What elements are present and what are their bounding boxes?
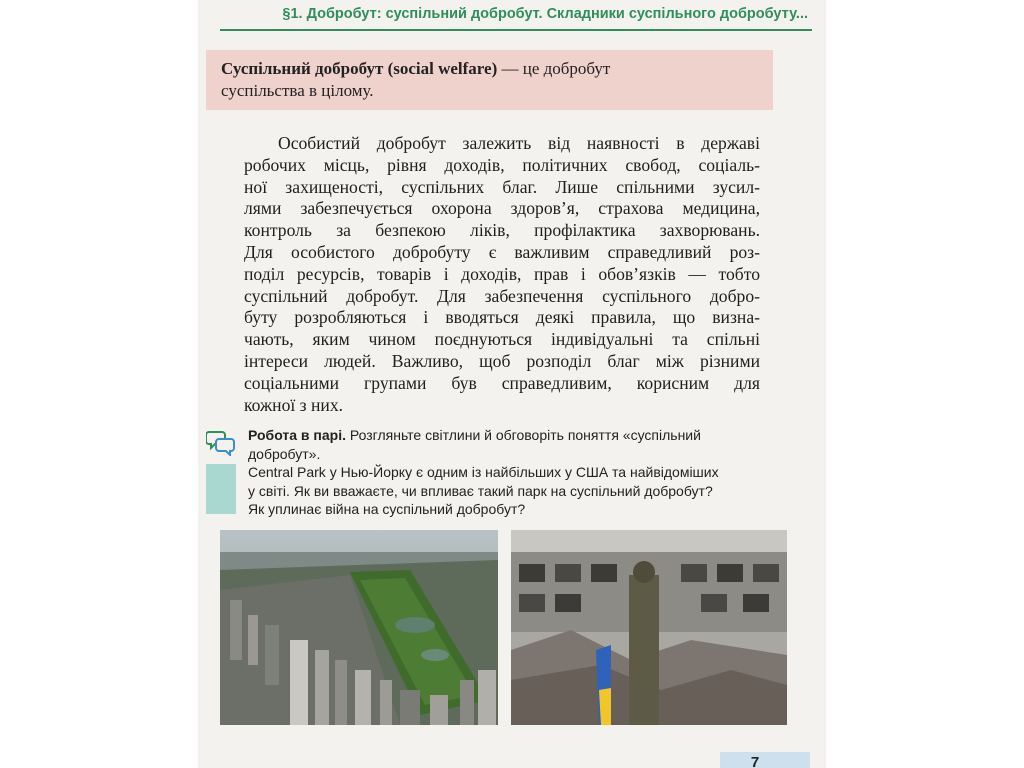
body-line: буту розробляються і вводяться деякі правила, що визна- bbox=[244, 307, 760, 328]
task-side-bar bbox=[206, 464, 236, 514]
task-intro-line-2: добробут». bbox=[248, 445, 321, 462]
definition-line-2: суспільства в цілому. bbox=[221, 81, 374, 100]
task-line: Central Park у Нью-Йорку є одним із найбільших у США та найвідоміших bbox=[248, 464, 719, 480]
task-line: у світі. Як ви вважаєте, чи впливає такий парк на суспільний добробут? bbox=[248, 482, 713, 499]
body-line: лями забезпечується охорона здоров’я, страхова медицина, bbox=[244, 198, 760, 219]
page-number: 7 bbox=[750, 754, 760, 768]
body-line: Особистий добробут залежить від наявності в державі bbox=[278, 133, 760, 153]
definition-term: Суспільний добробут (social welfare) bbox=[221, 59, 498, 78]
task-intro-line-1: Розгляньте світлини й обговоріть поняття «суспільний bbox=[346, 427, 701, 443]
war-ruins-photo bbox=[511, 530, 787, 725]
header-divider bbox=[220, 29, 812, 31]
textbook-page bbox=[198, 0, 826, 768]
page-number-tab bbox=[720, 752, 810, 768]
definition-text bbox=[221, 58, 761, 102]
definition-rest: — це добробут bbox=[497, 59, 611, 78]
body-line: робочих місць, рівня доходів, політичних свобод, соціаль- bbox=[244, 154, 760, 175]
body-line: чають, яким чином поєднуються індивідуальні та спільні bbox=[244, 329, 760, 350]
pair-work-task bbox=[248, 426, 768, 519]
body-line: соціальними групами був справедливим, корисним для bbox=[244, 372, 760, 393]
body-line: інтереси людей. Важливо, щоб розподіл благ між різними bbox=[244, 350, 760, 371]
task-title: Робота в парі. bbox=[248, 427, 346, 443]
body-line: поділ ресурсів, товарів і доходів, прав і обов’язків — тобто bbox=[244, 263, 760, 284]
pair-work-icon bbox=[206, 428, 236, 456]
task-intro bbox=[248, 426, 768, 445]
body-line: кожної з них. bbox=[244, 394, 344, 415]
task-line: Як уплинає війна на суспільний добробут? bbox=[248, 501, 526, 517]
body-line: Для особистого добробуту є важливим справедливий роз- bbox=[244, 241, 760, 262]
body-line: суспільний добробут. Для забезпечення суспільного добро- bbox=[244, 285, 760, 306]
body-line: ної захищеності, суспільних благ. Лише спільними зусил- bbox=[244, 176, 760, 197]
body-line: контроль за безпекою ліків, профілактика захворювань. bbox=[244, 220, 760, 241]
body-paragraph bbox=[244, 133, 760, 416]
central-park-photo bbox=[220, 530, 498, 725]
definition-box bbox=[206, 50, 773, 110]
running-header: §1. Добробут: суспільний добробут. Складники суспільного добробуту... bbox=[282, 6, 808, 22]
